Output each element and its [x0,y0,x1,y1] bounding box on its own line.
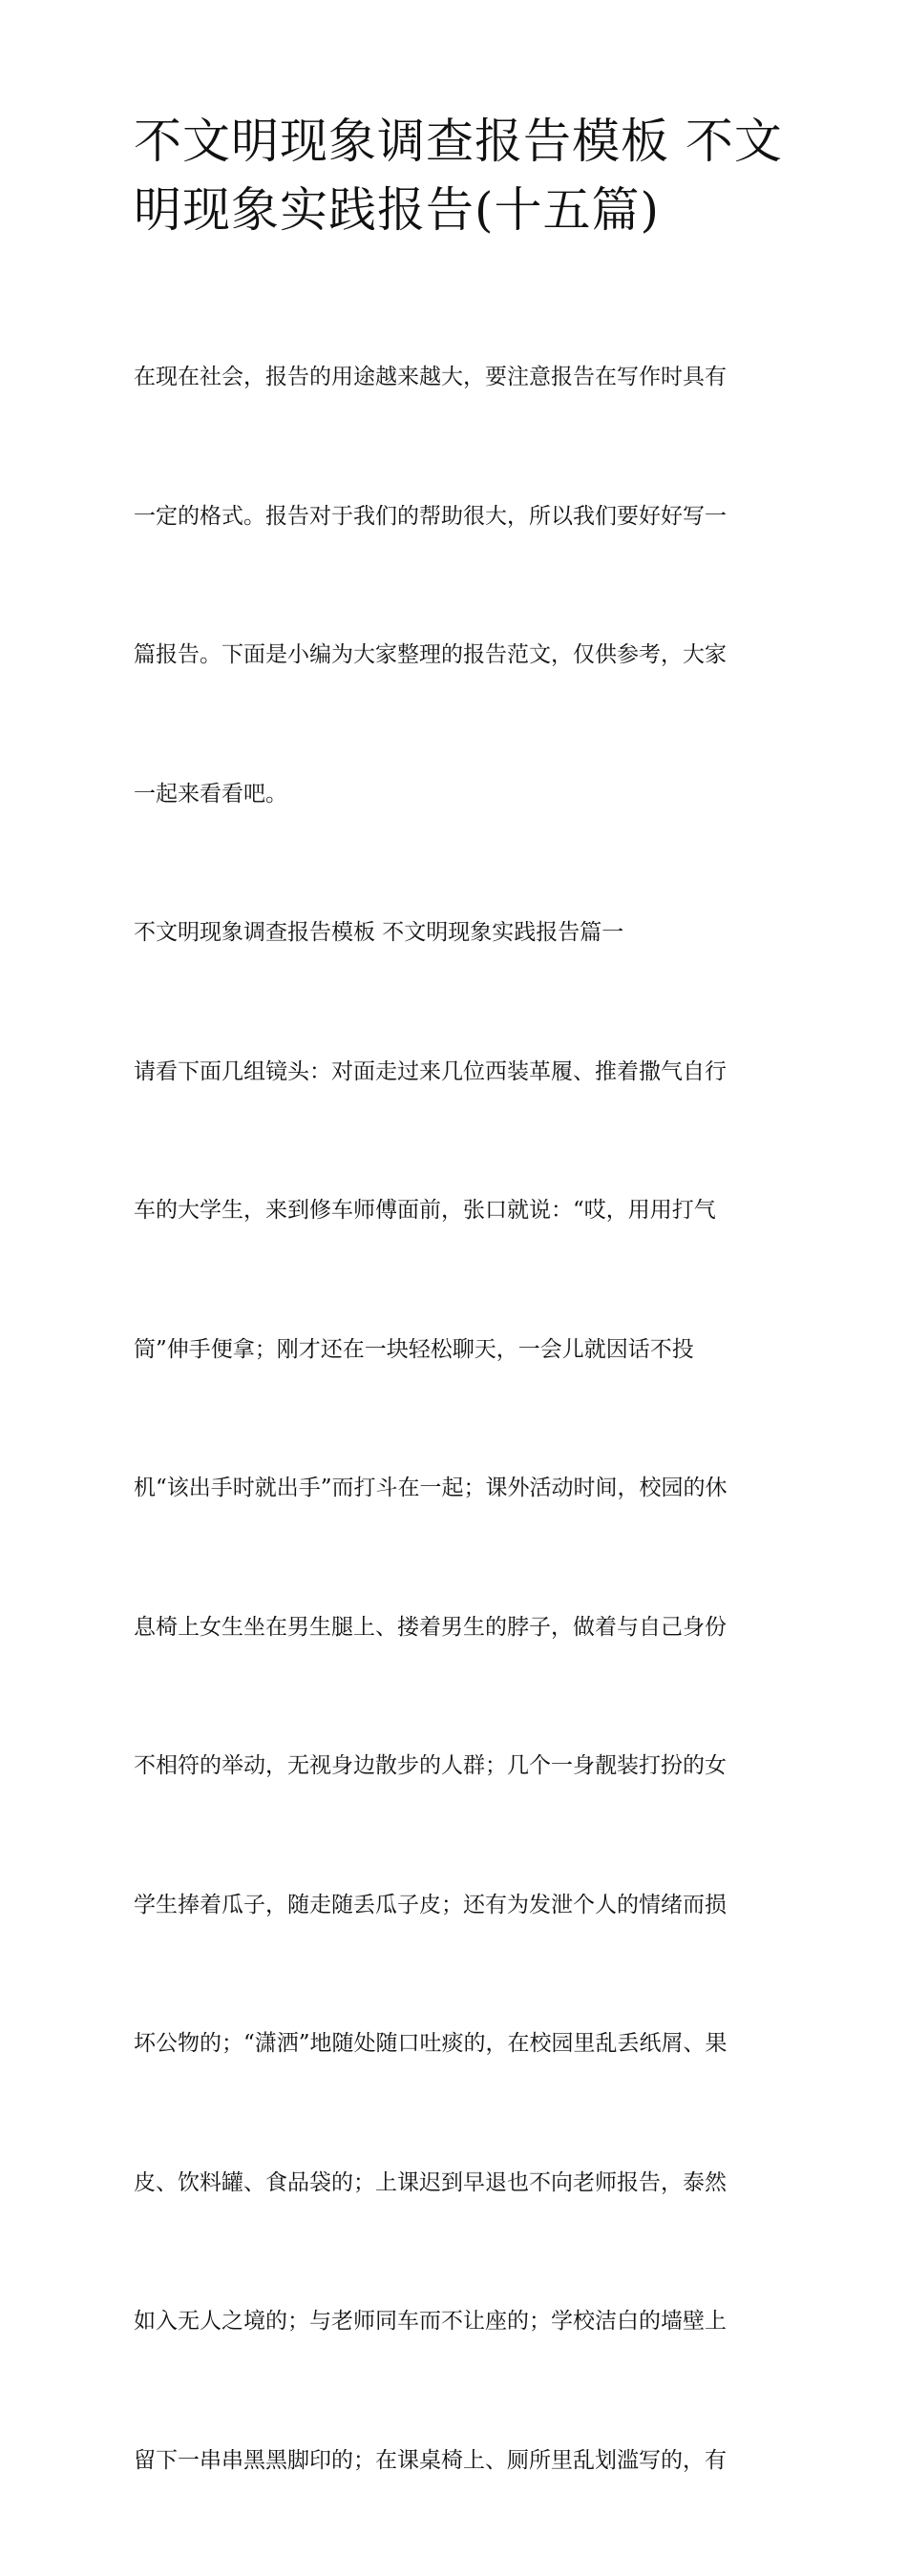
title-line-1: 不文明现象调查报告模板 不文 [134,107,775,176]
intro-line: 篇报告。下面是小编为大家整理的报告范文，仅供参考，大家 [134,632,775,679]
intro-line: 一起来看看吧。 [134,771,775,818]
section-heading: 不文明现象调查报告模板 不文明现象实践报告篇一 [134,910,775,956]
intro-line: 在现在社会，报告的用途越来越大，要注意报告在写作时具有 [134,354,775,401]
title-line-2: 明现象实践报告(十五篇) [134,176,775,244]
section-line: 坏公物的；“潇洒”地随处随口吐痰的，在校园里乱丢纸屑、果 [134,2021,775,2067]
intro-line: 一定的格式。报告对于我们的帮助很大，所以我们要好好写一 [134,493,775,540]
intro-paragraph [134,262,775,910]
section-line: 学生捧着瓜子，随走随丢瓜子皮；还有为发泄个人的情绪而损 [134,1882,775,1929]
section-line: 息椅上女生坐在男生腿上、搂着男生的脖子，做着与自己身份 [134,1604,775,1651]
document-body [134,262,775,2576]
document-title [134,107,775,244]
section-line: 不相符的举动，无视身边散步的人群；几个一身靓装打扮的女 [134,1743,775,1790]
document-page [134,107,775,2576]
section-line: 车的大学生，来到修车师傅面前，张口就说：“哎，用用打气 [134,1187,775,1234]
section-line: 请看下面几组镜头：对面走过来几位西装革履、推着撒气自行 [134,1049,775,1096]
section-line: 留下一串串黑黑脚印的；在课桌椅上、厕所里乱划滥写的，有 [134,2438,775,2484]
section-line: 皮、饮料罐、食品袋的；上课迟到早退也不向老师报告，泰然 [134,2160,775,2207]
section-line: 如入无人之境的；与老师同车而不让座的；学校洁白的墙壁上 [134,2298,775,2345]
section-paragraph [134,956,775,2576]
section-line: 机“该出手时就出手”而打斗在一起；课外活动时间，校园的休 [134,1465,775,1512]
section-line: 筒”伸手便拿；刚才还在一块轻松聊天，一会儿就因话不投 [134,1327,775,1373]
